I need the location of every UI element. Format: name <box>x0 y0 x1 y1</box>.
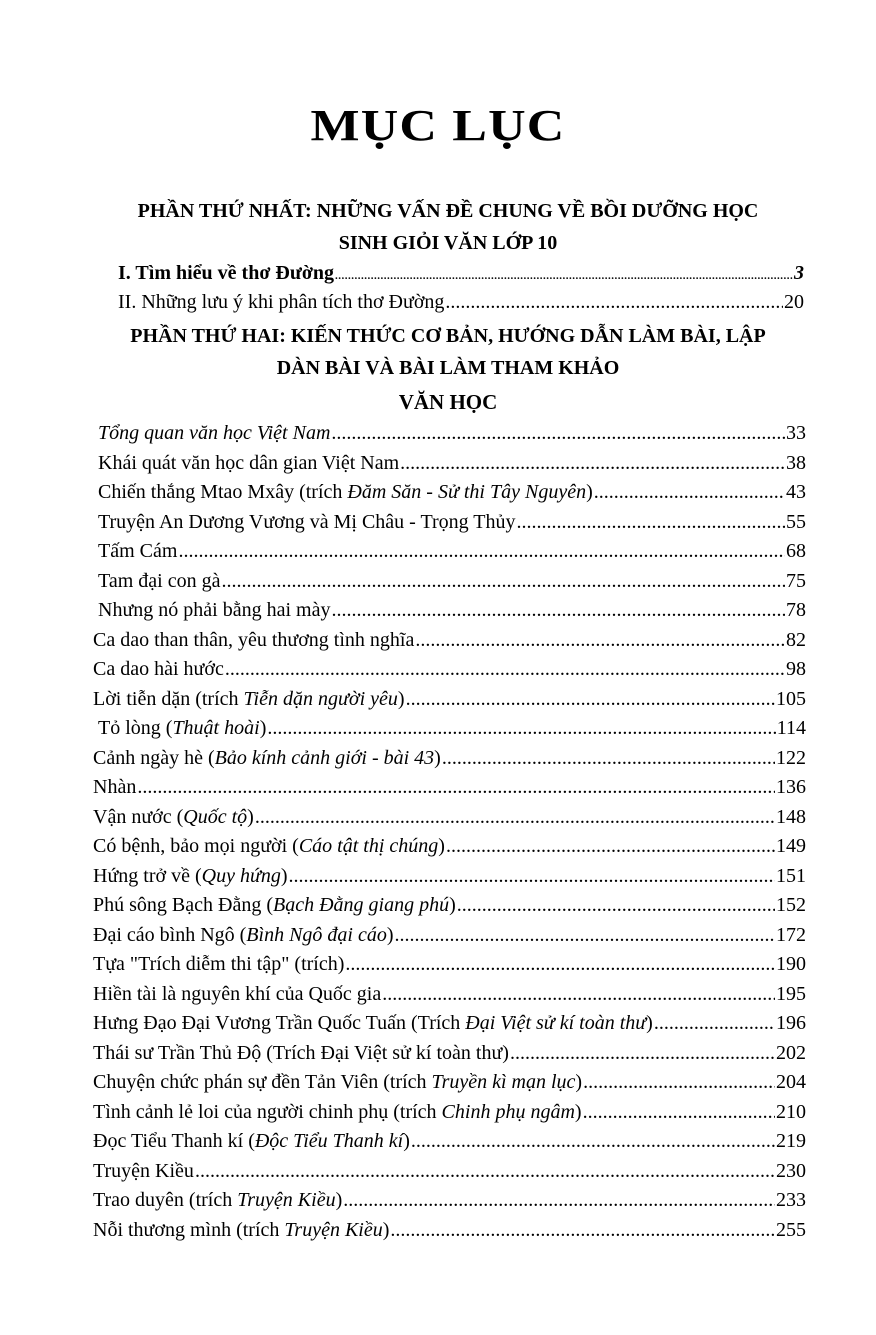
toc-entry-work-title: Truyện Kiều <box>237 1189 336 1211</box>
toc-entry-label <box>93 953 344 976</box>
toc-entry <box>93 1071 806 1099</box>
toc-entry <box>93 1219 806 1247</box>
toc-entry-label <box>93 1130 410 1153</box>
toc-entry-title: Tam đại con gà <box>98 570 221 592</box>
toc-entry-page: 82 <box>786 629 806 651</box>
leader-dots <box>345 953 775 976</box>
toc-entry-work-title: Chinh phụ ngâm <box>441 1101 575 1123</box>
toc-entry-page: 68 <box>786 540 806 562</box>
toc-entry-page: 148 <box>776 806 806 828</box>
toc-entry-label <box>93 924 394 947</box>
leader-dots <box>442 747 775 770</box>
toc-entry-page: 219 <box>776 1130 806 1152</box>
toc-entry-suffix: ) <box>382 1219 390 1241</box>
leader-dots <box>654 1012 775 1035</box>
toc-entry-title: Ca dao hài hước <box>93 658 224 680</box>
toc-entry <box>93 1101 806 1129</box>
toc-entry <box>93 1160 806 1188</box>
toc-entry-label <box>93 1219 389 1242</box>
toc-entry-suffix: ) <box>449 894 456 916</box>
toc-entry-label <box>98 481 593 504</box>
leader-dots <box>335 270 793 282</box>
toc-entry-title: Vận nước ( <box>93 806 184 828</box>
toc-entry-page: 151 <box>776 865 806 887</box>
toc-entry-label <box>93 894 456 917</box>
toc-entry-page: 152 <box>776 894 806 916</box>
toc-entry-label <box>98 540 177 563</box>
toc-entry <box>93 953 806 981</box>
toc-entry-work-title: Đại Việt sử kí toàn thư <box>465 1012 647 1034</box>
toc-entry <box>98 599 806 627</box>
toc-entry-suffix: ) <box>403 1130 410 1152</box>
toc-entry <box>98 481 806 509</box>
leader-dots <box>267 717 775 740</box>
toc-entry <box>93 747 806 775</box>
leader-dots <box>406 688 775 711</box>
toc-entry-page: 38 <box>786 452 806 474</box>
toc-entry-suffix: ) <box>247 806 254 828</box>
toc-entry-suffix: ) <box>259 717 267 739</box>
toc-entry-page: 210 <box>776 1101 806 1123</box>
toc-entry <box>93 894 806 922</box>
toc-entry-work-title: Truyện Kiều <box>284 1219 383 1241</box>
leader-dots <box>457 894 775 917</box>
toc-entry-page: 202 <box>776 1042 806 1064</box>
toc-entry-label <box>98 717 266 740</box>
toc-entry-work-title: Bảo kính cảnh giới - bài 43 <box>214 747 435 769</box>
toc-entry-label <box>93 747 441 770</box>
toc-entry-title: Lời tiễn dặn (trích <box>93 688 244 710</box>
toc-entry-title: Cảnh ngày hè ( <box>93 747 215 769</box>
toc-entry-page: 114 <box>776 717 806 739</box>
toc-entry-page: 75 <box>786 570 806 592</box>
toc-entry-label <box>93 835 445 858</box>
toc-entry-title: Tỏ lòng ( <box>98 717 173 739</box>
toc-entry-suffix: ) <box>397 688 405 710</box>
toc-entry-label <box>93 1101 582 1124</box>
toc-entry <box>98 540 806 568</box>
toc-entry-label <box>98 599 330 622</box>
leader-dots <box>415 629 785 652</box>
leader-dots <box>583 1071 775 1094</box>
toc-entry-title: Ca dao than thân, yêu thương tình nghĩa <box>93 629 415 651</box>
toc-entry-work-title: Bình Ngô đại cáo <box>246 924 387 946</box>
leader-dots <box>594 481 785 504</box>
toc-entry-title: Phú sông Bạch Đằng ( <box>93 894 273 916</box>
toc-entry-page: 195 <box>776 983 806 1005</box>
toc-entry-suffix: ) <box>646 1012 653 1034</box>
toc-entry-title: Đại cáo bình Ngô ( <box>93 924 247 946</box>
toc-entry-title: Nỗi thương mình (trích <box>93 1219 285 1241</box>
toc-entry-title: Trao duyên (trích <box>93 1189 238 1211</box>
toc-entry-suffix: ) <box>438 835 445 857</box>
toc-entry-work-title: Truyền kì mạn lục <box>431 1071 576 1093</box>
leader-dots <box>255 806 775 829</box>
toc-entry-label <box>93 629 414 652</box>
toc-entry-suffix: ) <box>280 865 288 887</box>
leader-dots <box>195 1160 775 1183</box>
leader-dots <box>178 540 785 563</box>
toc-entry-work-title: Độc Tiểu Thanh kí <box>254 1130 404 1152</box>
part1-heading <box>90 195 806 259</box>
toc-entry-suffix: ) <box>575 1071 583 1093</box>
toc-entry-suffix: ) <box>574 1101 582 1123</box>
toc-entry-page: 196 <box>776 1012 806 1034</box>
toc-entry <box>98 511 806 539</box>
toc-entry-page: 105 <box>776 688 806 710</box>
toc-entry-label <box>93 983 381 1006</box>
toc-entry-title: Khái quát văn học dân gian Việt Nam <box>98 452 400 474</box>
toc-entry-page: 172 <box>776 924 806 946</box>
toc-entry-work-title: Bạch Đằng giang phú <box>272 894 450 916</box>
toc-entry <box>93 835 806 863</box>
toc-entry <box>98 570 806 598</box>
toc-entry <box>98 452 806 480</box>
toc-entry-suffix: ) <box>586 481 593 503</box>
toc-entry-part1-2 <box>118 291 804 319</box>
toc-entry-label <box>93 865 288 888</box>
toc-entry-title: Chuyện chức phán sự đền Tản Viên (trích <box>93 1071 432 1093</box>
toc-entry-title: Nhàn <box>93 776 137 798</box>
toc-entry-suffix: ) <box>386 924 394 946</box>
toc-entry-label <box>93 776 136 799</box>
toc-entry-work-title: Thuật hoài <box>172 717 260 739</box>
toc-entry-page: 78 <box>786 599 806 621</box>
toc-entry-title: Thái sư Trần Thủ Độ (Trích Đại Việt sử kí toàn thư) <box>93 1042 509 1064</box>
toc-entry-label <box>98 511 516 534</box>
leader-dots <box>331 422 785 445</box>
part2-heading-line2: DÀN BÀI VÀ BÀI LÀM THAM KHẢO <box>276 357 620 379</box>
leader-dots <box>137 776 775 799</box>
toc-entry-label <box>98 422 330 445</box>
toc-entry-page: 33 <box>786 422 806 444</box>
toc-entry-page: 233 <box>776 1189 806 1211</box>
leader-dots <box>382 983 775 1006</box>
part2-heading <box>90 320 806 384</box>
toc-entry-title: Có bệnh, bảo mọi người ( <box>93 835 299 857</box>
toc-entry-title: Nhưng nó phải bằng hai mày <box>98 599 331 621</box>
toc-entry-page: 204 <box>776 1071 806 1093</box>
page-title: MỤC LỤC <box>310 101 566 150</box>
toc-entry-work-title: Quốc tộ <box>183 806 248 828</box>
toc-entry-page: 43 <box>786 481 806 503</box>
toc-entry-title: Chiến thắng Mtao Mxây (trích <box>98 481 348 503</box>
toc-entry-work-title: Cáo tật thị chúng <box>298 835 439 857</box>
leader-dots <box>510 1042 775 1065</box>
toc-entry-label <box>93 1189 342 1212</box>
toc-entry-label <box>93 688 405 711</box>
toc-entry <box>93 1042 806 1070</box>
leader-dots <box>517 511 785 534</box>
toc-entry <box>98 422 806 450</box>
toc-entry <box>93 865 806 893</box>
toc-entry-label <box>93 1012 653 1035</box>
toc-entry-title: Tựa "Trích diễm thi tập" (trích) <box>93 953 345 975</box>
leader-dots <box>395 924 775 947</box>
leader-dots <box>343 1189 775 1212</box>
toc-entry-title: Hưng Đạo Đại Vương Trần Quốc Tuấn (Trích <box>93 1012 466 1034</box>
toc-entry-label <box>93 1160 194 1183</box>
toc-entry-work-title: Đăm Săn - Sử thi Tây Nguyên <box>347 481 587 503</box>
toc-entry-page: 3 <box>794 262 804 284</box>
toc-entry-label <box>93 1042 509 1065</box>
toc-entry-page: 255 <box>776 1219 806 1241</box>
toc-entry <box>93 1130 806 1158</box>
leader-dots <box>221 570 785 593</box>
toc-entry-page: 122 <box>776 747 806 769</box>
toc-entry-work-title: Tiễn dặn người yêu <box>243 688 398 710</box>
toc-entry-label: II. Những lưu ý khi phân tích thơ Đường <box>118 291 445 313</box>
toc-entry <box>98 717 806 745</box>
toc-entry-suffix: ) <box>335 1189 343 1211</box>
toc-entry-title: Truyện An Dương Vương và Mị Châu - Trọng Thủy <box>98 511 516 533</box>
leader-dots <box>289 865 775 888</box>
toc-entry-page: 98 <box>786 658 806 680</box>
toc-entry-label <box>93 806 254 829</box>
leader-dots <box>331 599 785 622</box>
toc-entry-page: 136 <box>776 776 806 798</box>
toc-entry-label: I. Tìm hiểu về thơ Đường <box>118 262 335 284</box>
toc-entry-title: Hứng trở về ( <box>93 865 202 887</box>
toc-entry-label <box>98 452 399 475</box>
leader-dots <box>583 1101 775 1124</box>
leader-dots <box>446 835 775 858</box>
toc-entry-page: 55 <box>786 511 806 533</box>
toc-entry <box>93 658 806 686</box>
toc-entry-label <box>98 570 220 593</box>
toc-entry <box>93 776 806 804</box>
toc-entry <box>93 924 806 952</box>
toc-entry-title: Hiền tài là nguyên khí của Quốc gia <box>93 983 382 1005</box>
toc-entry-title: Đọc Tiểu Thanh kí ( <box>93 1130 255 1152</box>
toc-entry-page: 230 <box>776 1160 806 1182</box>
toc-entry-part1-1 <box>118 262 804 290</box>
toc-entry-page: 149 <box>776 835 806 857</box>
toc-entry-work-title: Tổng quan văn học Việt Nam <box>98 422 331 444</box>
toc-entry-title: Tình cảnh lẻ loi của người chinh phụ (trích <box>93 1101 442 1123</box>
toc-entry <box>93 1189 806 1217</box>
toc-entry-label <box>93 1071 582 1094</box>
toc-entry <box>93 983 806 1011</box>
part1-heading-line1: PHẦN THỨ NHẤT: NHỮNG VẤN ĐỀ CHUNG VỀ BỒI DƯỠNG HỌC <box>137 200 759 222</box>
toc-entry-title: Truyện Kiều <box>93 1160 194 1182</box>
leader-dots <box>390 1219 775 1242</box>
toc-entry <box>93 629 806 657</box>
leader-dots <box>411 1130 775 1153</box>
toc-entry-work-title: Quy hứng <box>201 865 281 887</box>
toc-entry-page: 190 <box>776 953 806 975</box>
toc-entry-suffix: ) <box>434 747 441 769</box>
toc-entry <box>93 806 806 834</box>
part1-heading-line2: SINH GIỎI VĂN LỚP 10 <box>338 232 558 254</box>
toc-entry <box>93 1012 806 1040</box>
leader-dots <box>225 658 785 681</box>
toc-entry-label <box>93 658 224 681</box>
section-heading: VĂN HỌC <box>398 390 498 414</box>
part2-heading-line1: PHẦN THỨ HAI: KIẾN THỨC CƠ BẢN, HƯỚNG DẪN LÀM BÀI, LẬP <box>130 325 766 347</box>
toc-entry-page: 20 <box>784 291 804 313</box>
toc-entry <box>93 688 806 716</box>
leader-dots <box>400 452 785 475</box>
leader-dots <box>445 291 783 314</box>
toc-entry-title: Tấm Cám <box>98 540 178 562</box>
